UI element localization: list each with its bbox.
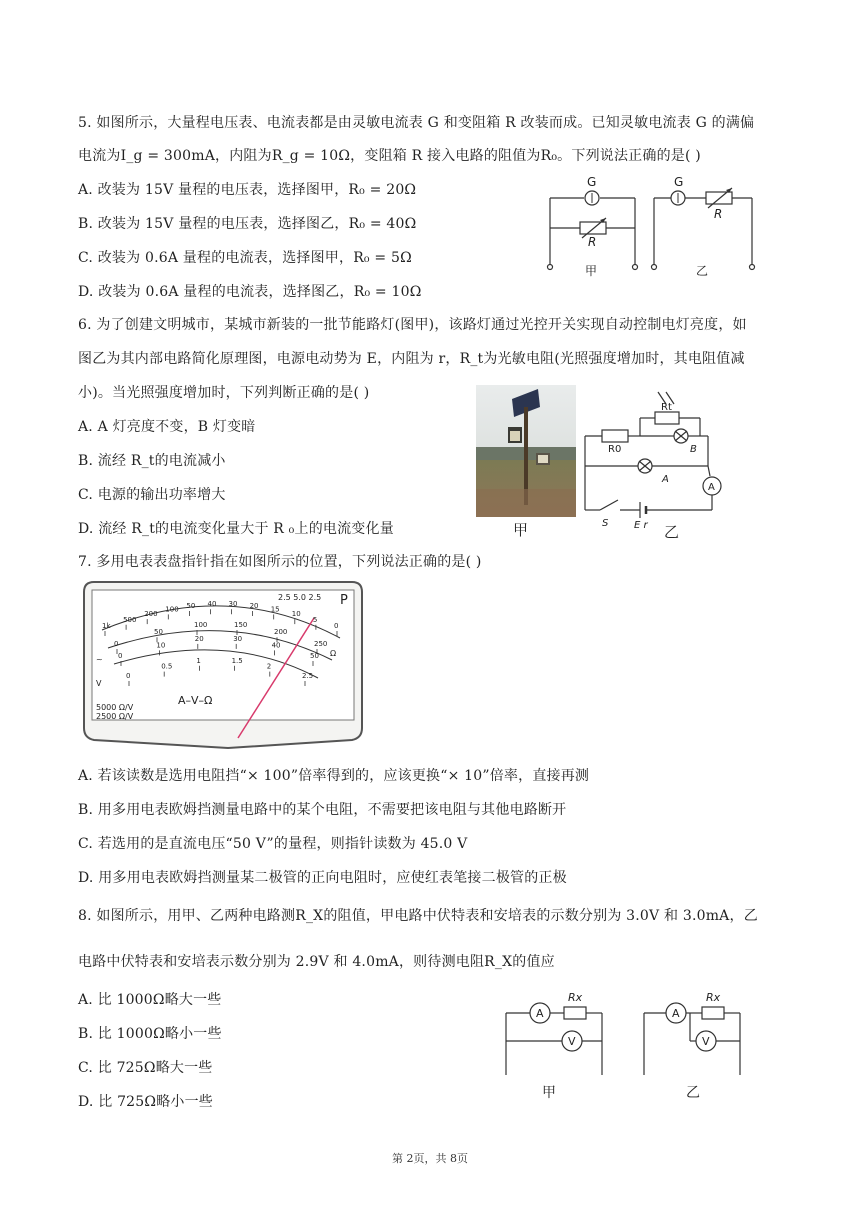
q8-fig-voltmeter-a: V [568,1035,576,1048]
q5-fig-r2-label: R [714,207,723,221]
q5-option-b: B. 改装为 15V 量程的电压表，选择图乙，R₀ = 40Ω [78,216,417,232]
q8-option-d: D. 比 725Ω略小一些 [78,1094,214,1110]
meter-tilde: ~ [96,655,103,664]
q8-option-a: A. 比 1000Ω略大一些 [78,992,222,1008]
ac-scale-label-1: 0.5 [161,662,173,671]
q6-fig-ammeter: A [708,482,715,493]
q6-stem-line1: 6. 为了创建文明城市，某城市新装的一批节能路灯(图甲)，该路灯通过光控开关实现自动控制电灯亮度，如 [78,317,747,333]
q8-option-b: B. 比 1000Ω略小一些 [78,1026,222,1042]
dc2-scale-label-0: 0 [118,652,123,660]
meter-omega: Ω [330,649,337,658]
ohm-scale-label-6: 30 [228,600,238,609]
q5-option-a: A. 改装为 15V 量程的电压表，选择图甲，R₀ = 20Ω [78,182,417,198]
q7-option-b: B. 用多用电表欧姆挡测量电路中的某个电阻，不需要把该电阻与其他电路断开 [78,802,567,818]
q8-fig-ammeter-b: A [672,1007,680,1020]
q6-stem-line2: 图乙为其内部电路简化原理图，电源电动势为 E，内阻为 r，R_t为光敏电阻(光照强度增加时，其电阻值减 [78,351,745,367]
q6-stem-line3: 小)。当光照强度增加时，下列判断正确的是( ) [78,385,370,401]
dc2-scale-label-4: 40 [271,641,281,650]
ohm-scale-label-8: 15 [270,605,280,614]
dc-scale-label-5: 250 [314,640,328,648]
q6-option-d: D. 流经 R_t的电流变化量大于 R ₀上的电流变化量 [78,521,394,537]
dc2-scale-label-1: 10 [156,641,166,650]
q6-fig-s: S [602,518,609,529]
q6-option-c: C. 电源的输出功率增大 [78,487,226,503]
q8-fig-voltmeter-b: V [702,1035,710,1048]
q8-fig-jia: 甲 [542,1085,556,1101]
ohm-scale-label-7: 20 [249,602,259,610]
q5-option-d: D. 改装为 0.6A 量程的电流表，选择图乙，R₀ = 10Ω [78,284,422,300]
dc2-scale-label-2: 20 [194,634,204,643]
q6-fig-r0: R0 [608,444,622,455]
meter-v: V [96,679,102,688]
q8-fig-rx-b: Rx [706,991,721,1004]
q5-stem-line1: 5. 如图所示，大量程电压表、电流表都是由灵敏电流表 G 和变阻箱 R 改装而成。已知灵敏电流表 G 的满偏 [78,115,755,131]
q5-stem-line2: 电流为I_g = 300mA，内阻为R_g = 10Ω，变阻箱 R 接入电路的阻值为R₀。下列说法正确的是( ) [78,148,701,164]
ohm-scale-label-10: 5 [312,615,318,624]
q5-fig-g-label: G [587,175,597,189]
dc2-scale-label-3: 30 [233,634,243,643]
ohm-scale-label-0: 1k [102,622,111,630]
ohm-scale-label-2: 200 [144,610,158,619]
q8-fig-ammeter-a: A [536,1007,544,1020]
ohm-scale-label-3: 100 [165,605,179,614]
ohm-scale-label-4: 50 [186,602,196,610]
ac-scale-label-5: 2.5 [302,672,314,680]
q6-fig-er: E r [634,520,648,531]
ac-scale-label-3: 1.5 [231,656,243,665]
ac-scale-label-4: 2 [266,662,272,671]
q8-option-c: C. 比 725Ω略大一些 [78,1060,213,1076]
page-footer: 第 2页，共 8页 [392,1152,468,1165]
multimeter-dial [78,578,368,753]
q5-option-c: C. 改装为 0.6A 量程的电流表，选择图甲，R₀ = 5Ω [78,250,412,266]
dc2-scale-label-5: 50 [310,652,319,660]
meter-p: P [340,593,348,608]
street-lamp-photo [476,385,576,517]
meter-line1: 5000 Ω/V [96,703,134,712]
meter-line2: 2500 Ω/V [96,712,134,721]
q6-fig-b: B [690,444,697,455]
q6-fig-rt: Rt [661,402,672,413]
ohm-scale-label-1: 500 [123,615,137,624]
q6-circuit-caption: 乙 [664,523,680,541]
ac-scale-label-2: 1 [196,656,201,665]
ohm-scale-label-9: 10 [291,610,301,619]
ohm-scale-label-5: 40 [207,600,217,609]
q7-option-a: A. 若该读数是选用电阻挡“× 100”倍率得到的，应该更换“× 10”倍率，直接再测 [78,768,590,784]
q5-circuit-figure [540,170,770,282]
q7-option-d: D. 用多用电表欧姆挡测量某二极管的正向电阻时，应使红表笔接二极管的正极 [78,870,567,886]
ohm-scale-label-11: 0 [334,622,339,630]
q8-stem-line1: 8. 如图所示，用甲、乙两种电路测R_X的阻值，甲电路中伏特表和安培表的示数分别为 3.0V 和 3.0mA，乙 [78,908,758,924]
q6-option-a: A. A 灯亮度不变，B 灯变暗 [78,419,256,435]
dc-scale-label-2: 100 [194,621,208,629]
q6-circuit-figure [580,388,740,538]
q5-fig-g2-label: G [674,175,684,189]
q6-option-b: B. 流经 R_t的电流减小 [78,453,226,469]
dc-scale-label-0: 0 [114,640,119,648]
q5-fig-r-label: R [588,235,597,249]
dc-scale-label-4: 200 [274,628,288,637]
dc-scale-label-1: 50 [154,628,163,637]
q6-fig-a: A [662,474,669,485]
q8-fig-yi: 乙 [686,1085,700,1101]
q5-fig-jia: 甲 [585,264,598,278]
q5-fig-yi: 乙 [696,264,709,278]
q7-option-c: C. 若选用的是直流电压“50 V”的量程，则指针读数为 45.0 V [78,836,468,852]
q6-photo-caption: 甲 [513,521,529,539]
q8-fig-rx-a: Rx [568,991,583,1004]
q8-stem-line2: 电路中伏特表和安培表示数分别为 2.9V 和 4.0mA，则待测电阻R_X的值应 [78,954,555,970]
dc-scale-label-3: 150 [234,621,248,629]
q7-stem: 7. 多用电表表盘指针指在如图所示的位置，下列说法正确的是( ) [78,554,482,570]
meter-corner: 2.5 5.0 2.5 [278,593,322,602]
meter-center: A–V–Ω [178,694,213,707]
q8-circuit-figure [500,985,750,1105]
ac-scale-label-0: 0 [126,672,131,680]
